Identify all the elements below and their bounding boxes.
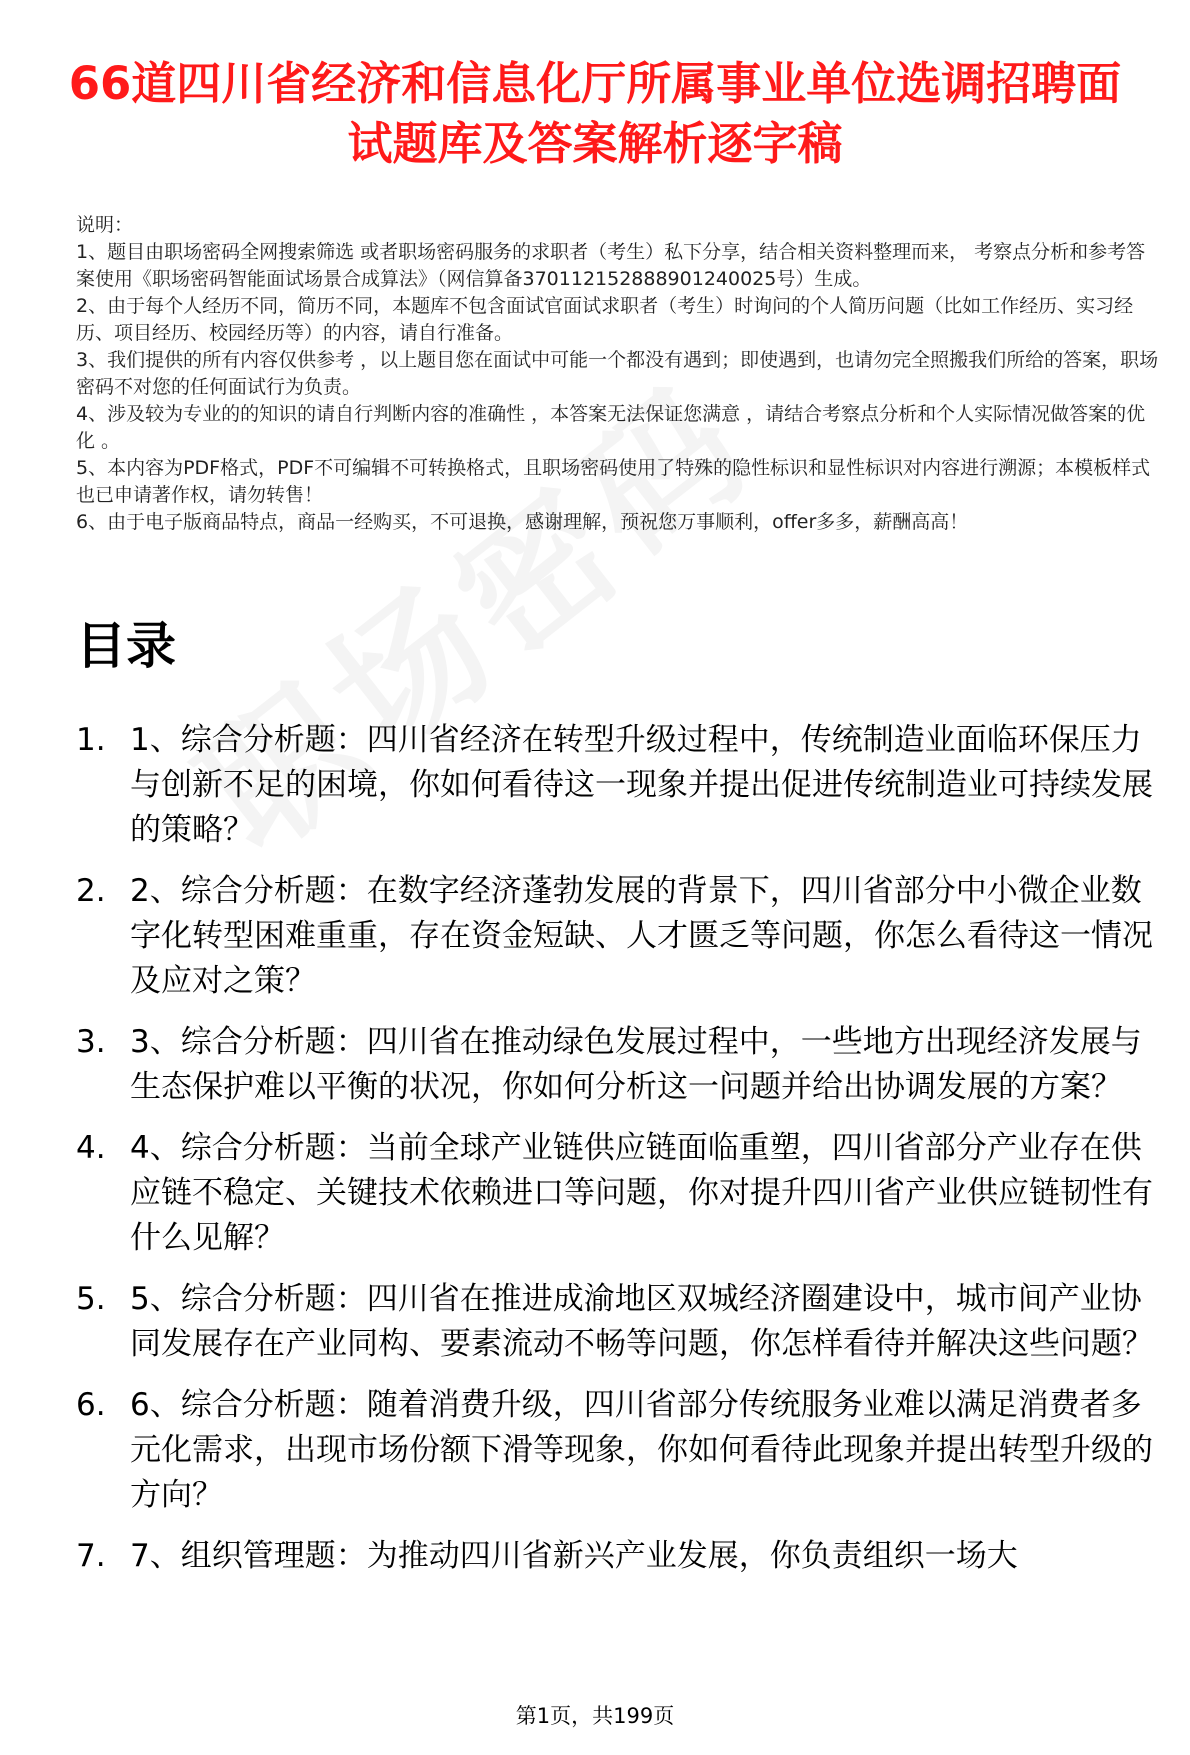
- notes-heading: 说明：: [76, 214, 134, 236]
- toc-item-text: 5、综合分析题：四川省在推进成渝地区双城经济圈建设中，城市间产业协同发展存在产业同构、要素流动不畅等问题，你怎样看待并解决这些问题？: [130, 1281, 1153, 1362]
- toc-list: [76, 718, 1166, 1595]
- note-item: 4、涉及较为专业的的知识的请自行判断内容的准确性 ，本答案无法保证您满意 ，请结合考察点分析和个人实际情况做答案的优化 。: [76, 403, 1146, 452]
- page-footer: 第1页，共199页: [515, 1704, 675, 1728]
- toc-item-number: 4.: [76, 1130, 106, 1166]
- note-item: 5、本内容为PDF格式，PDF不可编辑不可转换格式，且职场密码使用了特殊的隐性标识和显性标识对内容进行溯源；本模板样式也已申请著作权，请勿转售！: [76, 457, 1151, 506]
- toc-item[interactable]: [76, 718, 1166, 853]
- toc-item[interactable]: [76, 1534, 1166, 1579]
- toc-item-text: 2、综合分析题：在数字经济蓬勃发展的背景下，四川省部分中小微企业数字化转型困难重重，存在资金短缺、人才匮乏等问题，你怎么看待这一情况及应对之策？: [130, 873, 1153, 999]
- note-item: 3、我们提供的所有内容仅供参考 ，以上题目您在面试中可能一个都没有遇到；即使遇到，也请勿完全照搬我们所给的答案，职场密码不对您的任何面试行为负责。: [76, 349, 1159, 398]
- notes-section: [76, 212, 1161, 536]
- note-item: 6、由于电子版商品特点，商品一经购买，不可退换，感谢理解，预祝您万事顺利，offer多多，薪酬高高！: [76, 511, 969, 533]
- toc-item-text: 7、组织管理题：为推动四川省新兴产业发展，你负责组织一场大: [130, 1538, 1018, 1574]
- toc-item-number: 3.: [76, 1024, 106, 1060]
- toc-item-text: 3、综合分析题：四川省在推动绿色发展过程中，一些地方出现经济发展与生态保护难以平衡的状况，你如何分析这一问题并给出协调发展的方案？: [130, 1024, 1142, 1105]
- toc-item-text: 1、综合分析题：四川省经济在转型升级过程中，传统制造业面临环保压力与创新不足的困境，你如何看待这一现象并提出促进传统制造业可持续发展的策略？: [130, 722, 1153, 848]
- toc-item[interactable]: [76, 1020, 1166, 1110]
- toc-item[interactable]: [76, 1383, 1166, 1518]
- toc-item[interactable]: [76, 1126, 1166, 1261]
- toc-item-number: 2.: [76, 873, 106, 909]
- toc-item-text: 4、综合分析题：当前全球产业链供应链面临重塑，四川省部分产业存在供应链不稳定、关键技术依赖进口等问题，你对提升四川省产业供应链韧性有什么见解？: [130, 1130, 1153, 1256]
- toc-item[interactable]: [76, 1277, 1166, 1367]
- toc-item-number: 5.: [76, 1281, 106, 1317]
- toc-item-number: 1.: [76, 722, 106, 758]
- note-item: 2、由于每个人经历不同，简历不同，本题库不包含面试官面试求职者（考生）时询问的个人简历问题（比如工作经历、实习经历、项目经历、校园经历等）的内容，请自行准备。: [76, 295, 1134, 344]
- toc-item-text: 6、综合分析题：随着消费升级，四川省部分传统服务业难以满足消费者多元化需求，出现市场份额下滑等现象，你如何看待此现象并提出转型升级的方向？: [130, 1387, 1153, 1513]
- toc-heading: 目录: [76, 617, 176, 675]
- document-title: 66道四川省经济和信息化厅所属事业单位选调招聘面试题库及答案解析逐字稿: [68, 57, 1122, 170]
- toc-item-number: 7.: [76, 1538, 106, 1574]
- toc-item[interactable]: [76, 869, 1166, 1004]
- note-item: 1、题目由职场密码全网搜索筛选 或者职场密码服务的求职者（考生）私下分享，结合相关资料整理而来， 考察点分析和参考答案使用《职场密码智能面试场景合成算法》（网信算备370112152888901240025号）生成。: [76, 241, 1146, 290]
- toc-item-number: 6.: [76, 1387, 106, 1423]
